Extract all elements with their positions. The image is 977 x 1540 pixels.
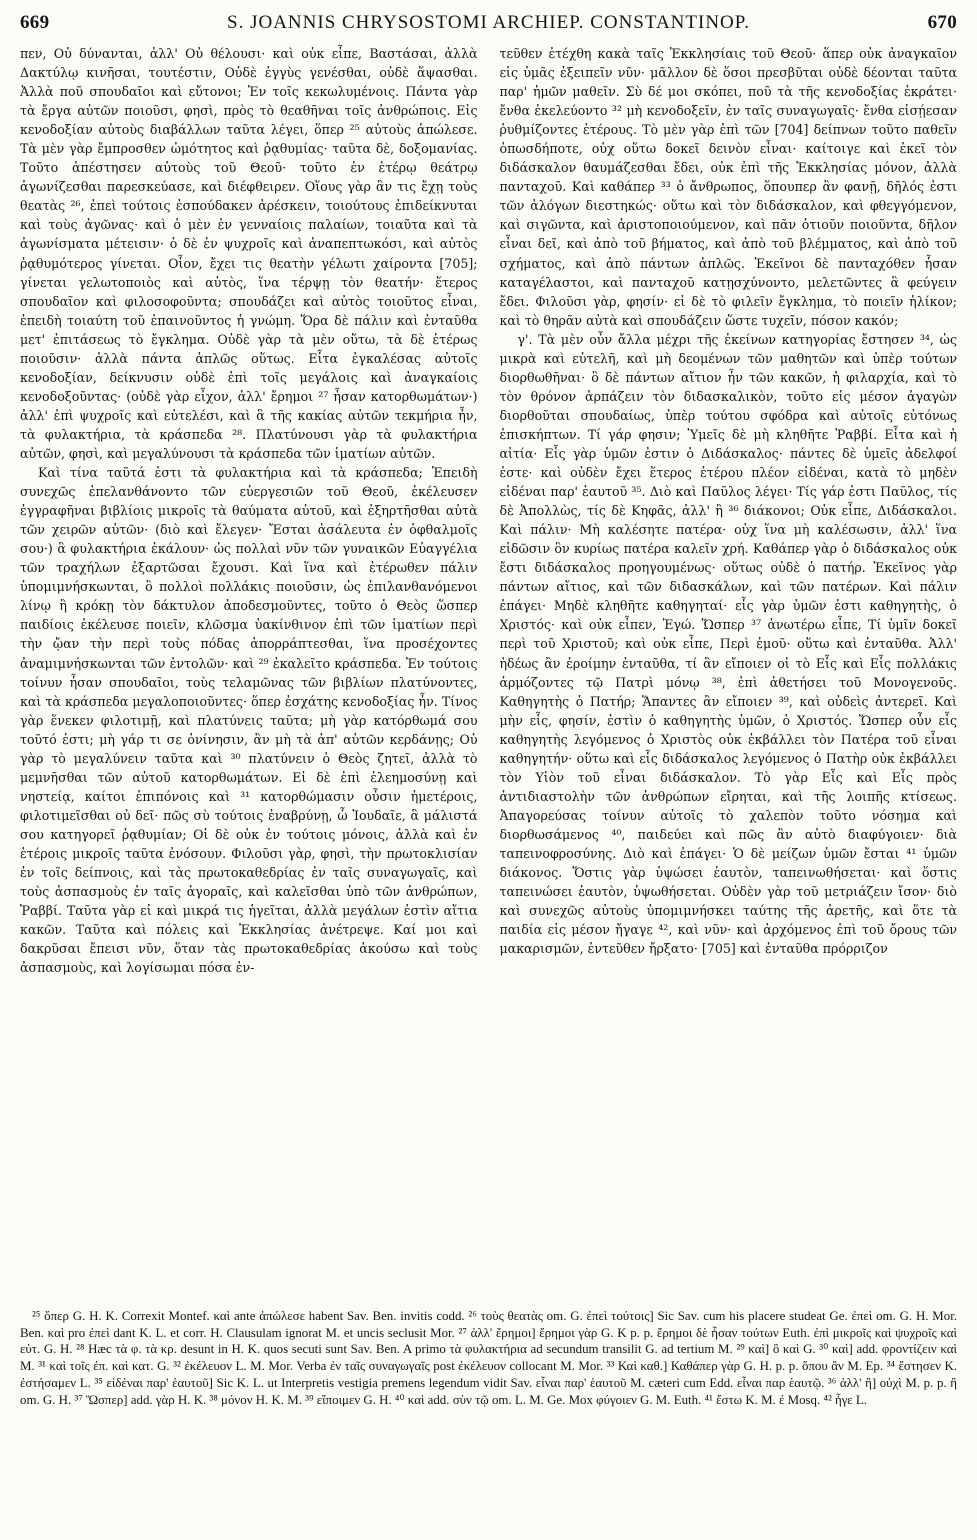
paragraph: γ'. Τὰ μὲν οὖν ἄλλα μέχρι τῆς ἐκείνων κατηγορίας ἔστησεν ³⁴, ὡς μικρὰ καὶ εὐτελῆ, καὶ μὴ δεομένων τῶν μαθητῶν καὶ ὑπὲρ τούτων διορθωθῆναι· ὃ δὲ πάντων αἴτιον ἦν τῶν κακῶν, ἡ φιλαρχία, καὶ τὸ τὸν θρόνον ἁρπάζειν τὸν διδασκαλικὸν, τοῦτο εἰς μέσον ἀγαγὼν διορθοῦται σπουδαίως, ὑπὲρ τούτου σφόδρα καὶ αὐτοῖς εὐτόνως ἐπισκήπτων. Τί γάρ φησιν; Ὑμεῖς δὲ μὴ κληθῆτε Ῥαββί. Εἶτα καὶ ἡ αἰτία· Εἷς γὰρ ὑμῶν ἐστιν ὁ Διδάσκαλος· πάντες δὲ ὑμεῖς ἀδελφοί ἐστε· καὶ οὐδὲν ἔχει ἕτερος ἑτέρου πλέον εἰδέναι, κατὰ τὸ μηδὲν εἰδέναι παρ' ἑαυτοῦ ³⁵. Διὸ καὶ Παῦλος λέγει· Τίς γάρ ἐστι Παῦλος, τίς δὲ Ἀπολλὼς, τίς δὲ Κηφᾶς, ἀλλ' ἢ ³⁶ διάκονοι; Οὐκ εἶπε, Διδάσκαλοι. Καὶ πάλιν· Μὴ καλέσητε πατέρα· οὐχ ἵνα μὴ καλέσωσιν, ἀλλ' ἵνα εἰδῶσιν ὃν κυρίως πατέρα καλεῖν χρή. Καθάπερ γὰρ ὁ διδάσκαλος οὐκ ἔστι διδάσκαλος προηγουμένως· οὕτως οὐδὲ ὁ πατήρ. Ἐκεῖνος γὰρ πάντων αἴτιος, καὶ τῶν διδασκάλων, καὶ τῶν πατέρων. Καὶ πάλιν ἐπάγει· Μηδὲ κληθῆτε καθηγηταί· εἷς γὰρ ὑμῶν ἐστι καθηγητὴς, ὁ Χριστός· καὶ οὐκ εἶπεν, Ἐγώ. Ὥσπερ ³⁷ ἀνωτέρω εἶπε, Τί ὑμῖν δοκεῖ περὶ τοῦ Χριστοῦ; καὶ οὐκ εἶπε, Περὶ ἐμοῦ· οὕτω καὶ ἐνταῦθα. Ἀλλ' ἡδέως ἂν ἐροίμην ἐνταῦθα, τί ἂν εἴποιεν οἱ τὸ Εἷς καὶ Εἷς πολλάκις ἁρμόζοντες τῷ Πατρὶ μόνῳ ³⁸, ἐπὶ ἀθετήσει τοῦ Μονογενοῦς. Καθηγητὴς ὁ Πατήρ; Ἅπαντες ἂν εἴποιεν ³⁹, καὶ οὐδεὶς ἀντερεῖ. Καὶ μὴν εἷς, φησίν, ἐστὶν ὁ καθηγητὴς ὑμῶν, ὁ Χριστός. Ὥσπερ οὖν εἷς καθηγητὴς λεγόμενος ὁ Χριστὸς οὐκ ἐκβάλλει τὸν Πατέρα τοῦ εἶναι καθηγητήν· οὕτω καὶ εἷς διδάσκαλος λεγόμενος ὁ Πατὴρ οὐκ ἐκβάλλει τὸν Υἱὸν τοῦ εἶναι διδάσκαλον. Τὸ γὰρ Εἷς καὶ Εἷς πρὸς ἀντιδιαστολὴν τῶν ἀνθρώπων εἴρηται, καὶ τῆς λοιπῆς κτίσεως. Ἀπαγορεύσας τοίνυν αὐτοῖς τὸ χαλεπὸν τοῦτο νόσημα καὶ διορθωσάμενος ⁴⁰, παιδεύει καὶ πῶς ἂν αὐτὸ διαφύγοιεν· διὰ ταπεινοφροσύνης. Διὸ καὶ ἐπάγει· Ὁ δὲ μείζων ὑμῶν ἔσται ⁴¹ ὑμῶν διάκονος. Ὅστις γὰρ ὑψώσει ἑαυτὸν, ταπεινωθήσεται· καὶ ὅστις ταπεινώσει ἑαυτὸν, ὑψωθήσεται. Οὐδὲν γὰρ τοῦ μετριάζειν ἴσον· διὸ καὶ συνεχῶς αὐτοὺς ὑπομιμνήσκει ταύτης τῆς ἀρετῆς, καὶ ὅτε τὰ παιδία εἰς μέσον ἤγαγε ⁴², καὶ νῦν· καὶ ἀρχόμενος ἐπὶ τοῦ ὄρους τῶν μακαρισμῶν, ἐντεῦθεν ἤρξατο· [705] καὶ ἐνταῦθα πρόρριζον [499, 331, 957, 957]
footnote-block: ²⁵ ὅπερ G. H. K. Correxit Montef. καὶ ante ἀπώλεσε habent Sav. Ben. invitis codd. ²⁶ τοὺς θεατὰς om. G. ἐπεὶ τούτοις] Sic Sav. cum his placere studeat Ge. ἐπεὶ om. G. H. Mor. Ben. καὶ pro ἐπεὶ dant K. L. et corr. H. Clausulam ignorat M. et uncis seclusit Mor. ²⁷ ἀλλ' ἔρημοι] ἔρημοι γὰρ G. K p. p. ἔρημοι δὲ ἦσαν τούτων Euth. ἐπὶ μικροῖς καὶ ψυχροῖς καὶ εὐτ. G. H. ²⁸ Hæc τὰ φ. τὰ κρ. desunt in H. K. quos secuti sunt Sav. Ben. A primo τὰ φυλακτήρια ad secundum transilit G. ad tertium M. ²⁹ καὶ] ὃ καὶ G. ³⁰ καὶ] add. φροντίζειν καὶ M. ³¹ καὶ τοῖς ἐπ. καὶ κατ. G. ³² ἐκέλευον L. M. Mor. Verba ἐν ταῖς συναγωγαῖς post ἐκέλευον collocant M. Mor. ³³ Καὶ καθ.] Καθάπερ γὰρ G. H. p. p. ὅπου ἂν M. Ep. ³⁴ ἔστησεν K. ἐστήσαμεν L. ³⁵ εἰδέναι παρ' ἑαυτοῦ] Sic K. L. ut Interpretis vestigia premens legendum vidit Sav. εἶναι παρ' ἑαυτοῦ M. cæteri cum Edd. εἶναι παρ ἑαυτῷ. ³⁶ ἀλλ' ἢ] οὐχὶ M. p. p. ἢ om. G. H. ³⁷ Ὥσπερ] add. γὰρ H. K. ³⁸ μόνον H. K. M. ³⁹ εἴποιμεν G. H. ⁴⁰ καὶ add. σὺν τῷ om. L. M. Ge. Mox φύγοιεν G. M. Euth. ⁴¹ ἔστω K. M. ἐ Mosq. ⁴² ἦγε L. [20, 1309, 957, 1407]
text-columns [20, 44, 957, 1306]
paragraph: τεῦθεν ἐτέχθη κακὰ ταῖς Ἐκκλησίαις τοῦ Θεοῦ· ἅπερ οὐκ ἀναγκαῖον εἰς ὑμᾶς ἐξειπεῖν νῦν· μᾶλλον δὲ ὅσοι πρεσβῦται οὐδὲ δέονται ταῦτα παρ' ἡμῶν μαθεῖν. Σὺ δέ μοι σκόπει, ποῦ τὰ τῆς κενοδοξίας ἐκράτει· ἔνθα ἐκελεύοντο ³² μὴ κενοδοξεῖν, ἐν ταῖς συναγωγαῖς· ἔνθα εἰσῄεσαν ῥυθμίζοντες ἑτέρους. Τὸ μὲν γὰρ ἐπὶ τῶν [704] δείπνων τοῦτο παθεῖν ὁπωσδήποτε, οὐχ οὕτω δοκεῖ δεινὸν εἶναι· καίτοιγε καὶ ἐκεῖ τὸν διδάσκαλον θαυμάζεσθαι ἔδει, οὐκ ἐπὶ τῆς Ἐκκλησίας μόνον, ἀλλὰ πανταχοῦ. Καὶ καθάπερ ³³ ὁ ἄνθρωπος, ὅπουπερ ἂν φανῇ, δῆλός ἐστι τῶν ἀλόγων διεστηκώς· οὕτω καὶ τὸν διδάσκαλον, καὶ φθεγγόμενον, καὶ σιγῶντα, καὶ ἀριστοποιούμενον, καὶ πᾶν ὁτιοῦν ποιοῦντα, δῆλον εἶναι δεῖ, καὶ ἀπὸ τοῦ βήματος, καὶ ἀπὸ τοῦ βλέμματος, καὶ ἀπὸ τοῦ σχήματος, καὶ ἀπὸ πάντων ἁπλῶς. Ἐκεῖνοι δὲ πανταχόθεν ἦσαν καταγέλαστοι, καὶ πανταχοῦ κατῃσχύνοντο, μελετῶντες ἃ φεύγειν ἔδει. Φιλοῦσι γὰρ, φησίν· εἰ δὲ τὸ φιλεῖν ἔγκλημα, τὸ ποιεῖν ἡλίκον; καὶ τὸ θηρᾶν αὐτὰ καὶ σπουδάζειν ὥστε τυχεῖν, πόσον κακόν; [499, 46, 957, 328]
left-column [20, 44, 478, 1306]
paragraph: Καὶ τίνα ταῦτά ἐστι τὰ φυλακτήρια καὶ τὰ κράσπεδα; Ἐπειδὴ συνεχῶς ἐπελανθάνοντο τῶν εὐεργεσιῶν τοῦ Θεοῦ, ἐκέλευσεν ἐγγραφῆναι βιβλίοις μικροῖς τὰ θαύματα αὐτοῦ, καὶ ἐξηρτῆσθαι αὐτὰ τῶν χειρῶν αὐτῶν· (διὸ καὶ ἔλεγεν· Ἔσται ἀσάλευτα ἐν ὀφθαλμοῖς σου·) ἃ φυλακτήρια ἐκάλουν· ὡς πολλαὶ νῦν τῶν γυναικῶν Εὐαγγέλια τῶν τραχήλων ἐξαρτῶσαι ἔχουσι. Καὶ ἵνα καὶ ἑτέρωθεν πάλιν ὑπομιμνήσκωνται, ὃ πολλοὶ πολλάκις ποιοῦσιν, ὡς ἐπιλανθανόμενοι λίνῳ ἢ κρόκῃ τὸν δάκτυλον ἀποδεσμοῦντες, τοῦτο ὁ Θεὸς ὥσπερ παιδίοις ἐκέλευσε ποιεῖν, κλῶσμα ὑακίνθινον ἐπὶ τῶν ἱματίων περὶ τὴν ᾤαν τὴν περὶ τοὺς πόδας ἀπορράπτεσθαι, ἵνα προσέχοντες ἀναμιμνήσκωνται τῶν ἐντολῶν· καὶ ²⁹ ἐκαλεῖτο κράσπεδα. Ἐν τούτοις τοίνυν ἦσαν σπουδαῖοι, τοὺς τελαμῶνας τῶν βιβλίων πλατύνοντες, καὶ τὰ κράσπεδα μεγαλοποιοῦντες· ὅπερ ἐσχάτης κενοδοξίας ἦν. Τίνος γὰρ ἕνεκεν φιλοτιμῇ, καὶ πλατύνεις ταῦτα; μὴ γὰρ κατόρθωμά σου τοῦτό ἐστι; μὴ γάρ τι σε ὀνίνησιν, ἂν μὴ τὰ ἀπ' αὐτῶν κερδάνῃς; Οὐ γὰρ τὸ μεγαλύνειν ταῦτα καὶ ³⁰ πλατύνειν ὁ Θεὸς ζητεῖ, ἀλλὰ τὸ μεμνῆσθαι τῶν αὐτοῦ κατορθωμάτων. Εἰ δὲ ἐπὶ ἐλεημοσύνῃ καὶ νηστείᾳ, καίτοι ἐπιπόνοις καὶ ³¹ κατορθώμασιν οὖσιν ἡμετέροις, φιλοτιμεῖσθαι οὐ δεῖ· πῶς σὺ τούτοις ἐναβρύνῃ, ὦ Ἰουδαῖε, ἃ μάλιστά σου κατηγορεῖ ῥᾳθυμίαν; Οἱ δὲ οὐκ ἐν τούτοις μόνοις, ἀλλὰ καὶ ἐν ἑτέροις μικροῖς ταῦτα ἐνόσουν. Φιλοῦσι γὰρ, φησὶ, τὴν πρωτοκλισίαν ἐν τοῖς δείπνοις, καὶ τὰς πρωτοκαθεδρίας ἐν ταῖς συναγωγαῖς, καὶ τοὺς ἀσπασμοὺς ἐν ταῖς ἀγοραῖς, καὶ καλεῖσθαι ὑπὸ τῶν ἀνθρώπων, Ῥαββί. Ταῦτα γὰρ εἰ καὶ μικρά τις ἡγεῖται, ἀλλὰ μεγάλων ἐστὶν αἴτια κακῶν. Ταῦτα καὶ πόλεις καὶ Ἐκκλησίας ἀνέτρεψε. Καί μοι καὶ δακρῦσαι ἔπεισι νῦν, ὅταν τὰς πρωτοκαθεδρίας ἀκούσω καὶ τοὺς ἀσπασμοὺς, καὶ λογίσωμαι πόσα ἐν- [20, 465, 478, 976]
page-number-right: 670 [927, 12, 957, 33]
page-number-left: 669 [20, 12, 50, 33]
running-title: S. JOANNIS CHRYSOSTOMI ARCHIEP. CONSTANTINOP. [227, 12, 750, 33]
footnotes [20, 1308, 957, 1528]
running-header [20, 8, 957, 38]
right-column [500, 44, 958, 1306]
paragraph: πεν, Οὐ δύνανται, ἀλλ' Οὐ θέλουσι· καὶ οὐκ εἶπε, Βαστάσαι, ἀλλὰ Δακτύλῳ κινῆσαι, τουτέστιν, Οὐδὲ ἐγγὺς γενέσθαι, οὐδὲ ἅψασθαι. Ἀλλὰ ποῦ σπουδαῖοι καὶ εὔτονοι; Ἐν τοῖς κεκωλυμένοις. Πάντα γὰρ τὰ ἔργα αὐτῶν ποιοῦσι, φησὶ, πρὸς τὸ θεαθῆναι τοῖς ἀνθρώποις. Εἰς κενοδοξίαν αὐτοὺς διαβάλλων ταῦτα λέγει, ὅπερ ²⁵ αὐτοὺς ἀπώλεσε. Τὰ μὲν γὰρ ἔμπροσθεν ὠμότητος καὶ ῥᾳθυμίας· ταῦτα δὲ, δοξομανίας. Τοῦτο ἀπέστησεν αὐτοὺς τοῦ Θεοῦ· τοῦτο ἐν ἑτέρῳ θεάτρῳ ἀγωνίζεσθαι παρεσκεύασε, καὶ διέφθειρεν. Οἵους γὰρ ἂν τις ἔχῃ τοὺς θεατὰς ²⁶, ἐπεὶ τούτοις ἐσπούδακεν ἀρέσκειν, τοιούτους ἐπιδείκνυται καὶ τοὺς ἀγῶνας· καὶ ὁ μὲν ἐν γενναίοις παλαίων, τοιαῦτα καὶ τὰ ἀγωνίσματα μέτεισιν· ὁ δὲ ἐν ψυχροῖς καὶ ἀναπεπτωκόσι, καὶ αὐτὸς ῥᾳθυμότερος γίνεται. Οἷον, ἔχει τις θεατὴν γέλωτι χαίροντα [705]; γίνεται γελωτοποιὸς καὶ αὐτὸς, ἵνα τέρψῃ τὸν θεατήν· ἕτερος σπουδαῖον καὶ φιλοσοφοῦντα; σπουδάζει καὶ αὐτὸς τοιοῦτος εἶναι, ἐπειδὴ τοιαύτη τοῦ ἐπαινοῦντος ἡ γνώμη. Ὅρα δὲ πάλιν καὶ ἐνταῦθα μετ' ἐπιτάσεως τὸ ἔγκλημα. Οὐδὲ γὰρ τὰ μὲν οὕτω, τὰ δὲ ἑτέρως ποιοῦσιν· ἀλλὰ πάντα ἁπλῶς οὕτως. Εἶτα ἐγκαλέσας αὐτοῖς κενοδοξίαν, δείκνυσιν οὐδὲ ἐπὶ τοῖς μεγάλοις καὶ ἀναγκαίοις κενοδοξοῦντας· (οὐδὲ γὰρ εἶχον, ἀλλ' ἔρημοι ²⁷ ἦσαν κατορθωμάτων·) ἀλλ' ἐπὶ ψυχροῖς καὶ εὐτελέσι, καὶ ἃ τῆς κακίας αὐτῶν τεκμήρια ἦν, τὰ φυλακτήρια, τὰ κράσπεδα ²⁸. Πλατύνουσι γὰρ τὰ φυλακτήρια αὐτῶν, φησὶ, καὶ μεγαλύνουσι τὰ κράσπεδα τῶν ἱματίων αὐτῶν. [20, 46, 478, 461]
